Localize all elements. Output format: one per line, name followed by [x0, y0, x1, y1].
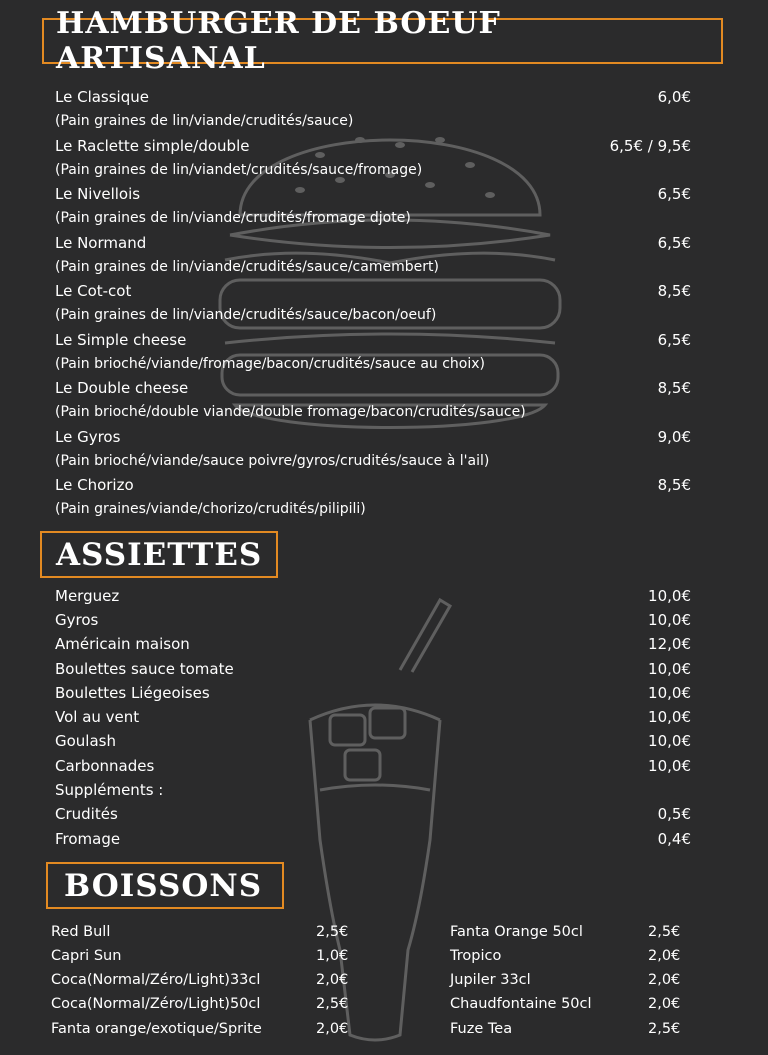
item-description: (Pain graines de lin/viande/crudités/sauce/camembert) — [55, 259, 439, 275]
item-price: 10,0€ — [648, 732, 691, 750]
menu-item — [55, 233, 691, 253]
menu-item — [55, 136, 691, 156]
item-price: 6,5€ — [657, 185, 691, 203]
drink-price: 2,0€ — [648, 948, 681, 964]
item-name: Vol au vent — [55, 708, 140, 726]
item-price: 8,5€ — [657, 379, 691, 397]
item-name: Le Cot-cot — [55, 282, 132, 300]
item-description: (Pain brioché/double viande/double fromage/bacon/crudités/sauce) — [55, 404, 526, 420]
drink-price: 2,5€ — [648, 1021, 681, 1037]
drink-name: Capri Sun — [51, 948, 122, 964]
item-price: 10,0€ — [648, 660, 691, 678]
item-price: 6,5€ — [657, 331, 691, 349]
section-title-boissons — [46, 862, 284, 909]
drink-price: 1,0€ — [316, 948, 349, 964]
drink-name: Jupiler 33cl — [450, 972, 531, 988]
item-name: Le Raclette simple/double — [55, 137, 250, 155]
drink-name: Fanta orange/exotique/Sprite — [51, 1021, 262, 1037]
item-price: 9,0€ — [657, 428, 691, 446]
item-name: Le Gyros — [55, 428, 121, 446]
menu-item — [55, 756, 691, 776]
section-title-text: HAMBURGER DE BOEUF ARTISANAL — [56, 6, 501, 76]
item-name: Le Double cheese — [55, 379, 189, 397]
menu-item — [55, 634, 691, 654]
menu-item — [55, 829, 691, 849]
item-name: Le Classique — [55, 88, 149, 106]
menu-item — [55, 87, 691, 107]
supplements-label — [55, 780, 691, 800]
item-price: 8,5€ — [657, 476, 691, 494]
item-description: (Pain graines de lin/viandet/crudités/sauce/fromage) — [55, 162, 423, 178]
menu-item — [55, 683, 691, 703]
menu-item — [55, 184, 691, 204]
section-title-assiettes — [40, 531, 278, 578]
item-name: Carbonnades — [55, 757, 155, 775]
item-price: 12,0€ — [648, 635, 691, 653]
menu-item — [55, 475, 691, 495]
drink-price: 2,5€ — [316, 924, 349, 940]
menu-item — [55, 610, 691, 630]
item-name: Le Nivellois — [55, 185, 141, 203]
drink-name: Fanta Orange 50cl — [450, 924, 583, 940]
menu-item — [55, 330, 691, 350]
drink-price: 2,5€ — [316, 996, 349, 1012]
item-name: Le Simple cheese — [55, 331, 187, 349]
item-description: (Pain graines/viande/chorizo/crudités/pilipili) — [55, 501, 366, 517]
item-name: Goulash — [55, 732, 116, 750]
item-price: 6,0€ — [657, 88, 691, 106]
item-price: 6,5€ — [657, 234, 691, 252]
item-name: Américain maison — [55, 635, 190, 653]
menu-item — [55, 707, 691, 727]
item-name: Fromage — [55, 830, 121, 848]
item-price: 10,0€ — [648, 611, 691, 629]
drink-name: Fuze Tea — [450, 1021, 513, 1037]
drink-price: 2,0€ — [648, 972, 681, 988]
menu-item — [55, 586, 691, 606]
item-name: Le Normand — [55, 234, 147, 252]
item-name: Boulettes Liégeoises — [55, 684, 210, 702]
item-name: Boulettes sauce tomate — [55, 660, 234, 678]
item-price: 6,5€ / 9,5€ — [609, 137, 691, 155]
item-description: (Pain graines de lin/viande/crudités/sauce/bacon/oeuf) — [55, 307, 437, 323]
item-price: 0,5€ — [657, 805, 691, 823]
item-price: 10,0€ — [648, 757, 691, 775]
drink-name: Red Bull — [51, 924, 111, 940]
item-price: 10,0€ — [648, 708, 691, 726]
item-description: (Pain brioché/viande/sauce poivre/gyros/crudités/sauce à l'ail) — [55, 453, 490, 469]
drink-name: Coca(Normal/Zéro/Light)50cl — [51, 996, 261, 1012]
section-title-text: ASSIETTES — [56, 536, 263, 573]
item-name: Suppléments : — [55, 781, 164, 799]
drink-price: 2,0€ — [316, 972, 349, 988]
section-title-burgers — [42, 6, 723, 76]
drink-price: 2,0€ — [648, 996, 681, 1012]
item-description: (Pain brioché/viande/fromage/bacon/crudités/sauce au choix) — [55, 356, 486, 372]
item-price: 10,0€ — [648, 684, 691, 702]
drink-name: Tropico — [450, 948, 502, 964]
item-name: Crudités — [55, 805, 118, 823]
drink-name: Coca(Normal/Zéro/Light)33cl — [51, 972, 261, 988]
item-description: (Pain graines de lin/viande/crudités/fromage djote) — [55, 210, 411, 226]
menu-item — [55, 731, 691, 751]
drink-price: 2,0€ — [316, 1021, 349, 1037]
item-price: 8,5€ — [657, 282, 691, 300]
item-price: 10,0€ — [648, 587, 691, 605]
drink-price: 2,5€ — [648, 924, 681, 940]
menu-item — [55, 659, 691, 679]
item-name: Le Chorizo — [55, 476, 134, 494]
menu-item — [55, 281, 691, 301]
drink-name: Chaudfontaine 50cl — [450, 996, 592, 1012]
item-name: Merguez — [55, 587, 120, 605]
item-description: (Pain graines de lin/viande/crudités/sauce) — [55, 113, 354, 129]
menu-item — [55, 378, 691, 398]
item-name: Gyros — [55, 611, 99, 629]
menu-item — [55, 804, 691, 824]
menu-item — [55, 427, 691, 447]
item-price: 0,4€ — [657, 830, 691, 848]
section-title-text: BOISSONS — [64, 867, 263, 904]
